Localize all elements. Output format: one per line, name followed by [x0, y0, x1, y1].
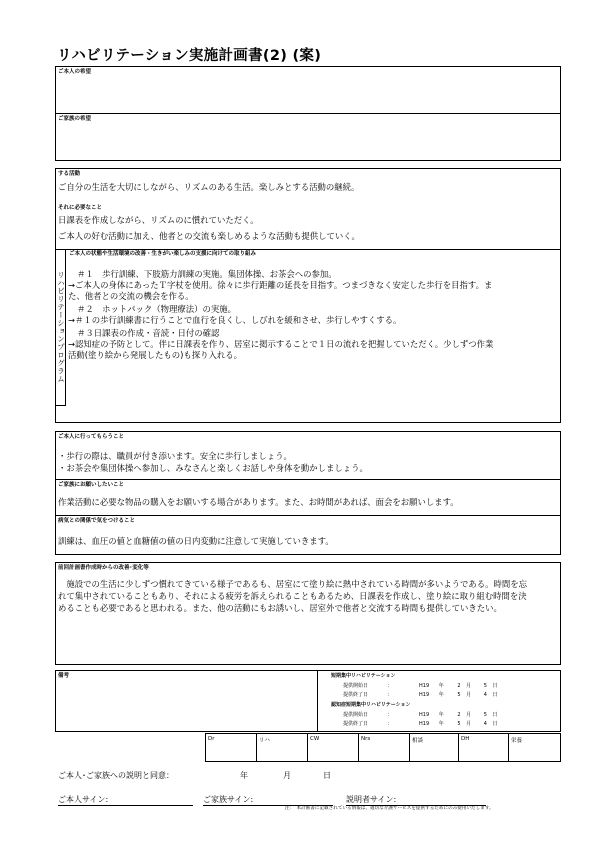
program-line: →＃１の歩行訓練書に行うことで血行を良くし、しびれを緩和させ、歩行しやすくする。: [68, 315, 402, 325]
staff-cell-dr: Dr: [206, 734, 257, 761]
program-line: →認知症の予防として。伴に日課表を作り、居室に掲示することで１日の流れを把握していただく。少しずつ作業: [68, 339, 494, 349]
schedule-colon: ：: [387, 712, 393, 718]
month-unit: 月: [466, 721, 472, 727]
family-req-text: 作業活動に必要な物品の購入をお願いする場合があります。また、お時間があれば、面会をお願いします。: [58, 497, 459, 507]
consent-day: 日: [323, 771, 331, 780]
remarks-label: 備考: [58, 673, 70, 679]
activity-need-line: 日課表を作成しながら、リズムのに慣れていただく。: [58, 215, 259, 225]
staff-cell-rehab: リハ: [257, 734, 308, 761]
staff-cell-cw: CW: [308, 734, 359, 761]
month: 5: [457, 692, 461, 698]
day: 5: [483, 683, 487, 689]
schedule-row: [343, 684, 393, 689]
schedule-row: [343, 713, 393, 718]
program-line: ＃３日課表の作成・音読・日付の確認: [77, 328, 220, 338]
self-do-line: ・歩行の際は、職員が付き添います。安全に歩行しましょう。: [58, 451, 292, 461]
signature-family-label: ご家族サイン:: [203, 795, 254, 804]
schedule-colon: ：: [387, 692, 393, 698]
staff-cell-nutrition: 栄養: [511, 738, 523, 744]
schedule-date: [419, 722, 498, 727]
day: 4: [483, 692, 487, 698]
staff-cell-dh: DH: [459, 734, 509, 761]
requests-divider: [56, 515, 560, 516]
year-unit: 年: [438, 692, 444, 698]
day: 4: [483, 721, 487, 727]
schedule-date: [419, 713, 498, 718]
footer-note: 注： 本計画書に記載されている情報は、適切な介護サービスを提供するためにのみ使用いたします。: [285, 806, 494, 811]
month: 2: [457, 712, 461, 718]
activity-need-line: ご本人の好む活動に加え、他者との交流も楽しめるような活動も提供していく。: [58, 231, 360, 241]
schedule-colon: ：: [387, 721, 393, 727]
signature-self[interactable]: [58, 795, 193, 806]
activity-program-box: [55, 168, 561, 423]
schedule-row-label: 提供終了日: [343, 692, 369, 698]
caution-text: 訓練は、血圧の値と血糖値の値の日内変動に注意して実施していきます。: [58, 536, 334, 546]
consent-year: 年: [240, 771, 248, 780]
changes-line: めることも必要であると思われる。また、他の活動にもお誘いし、居室外で他者と交流する時間も提供していきたい。: [58, 603, 502, 613]
page-title: リハビリテーション実施計画書(2) (案): [57, 48, 322, 64]
short-rehab-title: 短期集中リハビリテーション: [331, 673, 396, 679]
era: H19: [419, 692, 430, 698]
day: 5: [483, 712, 487, 718]
era: H19: [419, 721, 430, 727]
month: 2: [457, 683, 461, 689]
day-unit: 日: [492, 683, 498, 689]
schedule-row: [343, 693, 393, 698]
month: 5: [457, 721, 461, 727]
wish-self-label: ご本人の希望: [58, 69, 92, 75]
year-unit: 年: [438, 683, 444, 689]
schedule-colon: ：: [387, 683, 393, 689]
month-unit: 月: [466, 712, 472, 718]
program-side-label: リハビリテーションプログラム: [56, 271, 66, 383]
wish-family-label: ご家族の希望: [58, 116, 92, 122]
activity-label: する活動: [58, 171, 81, 177]
schedule-row: [343, 722, 393, 727]
signature-explainer-label: 説明者サイン:: [346, 795, 397, 804]
program-bottom-divider: [56, 405, 66, 406]
schedule-panel: [317, 671, 560, 731]
wish-family-box: [55, 113, 561, 161]
day-unit: 日: [492, 712, 498, 718]
consent-label: ご本人･ご家族への説明と同意：: [58, 771, 174, 780]
year-unit: 年: [438, 712, 444, 718]
signature-family[interactable]: [203, 795, 333, 806]
program-header: ご本人の状態や生活環境の改善・生きがい楽しみの支援に向けての取り組み: [69, 251, 257, 257]
family-req-label: ご家族にお願いしたいこと: [58, 482, 125, 488]
year-unit: 年: [438, 721, 444, 727]
dementia-rehab-title: 認知症短期集中リハビリテーション: [331, 702, 411, 708]
consent-month: 月: [283, 771, 291, 780]
schedule-date: [419, 684, 498, 689]
program-line: ＃１ 歩行訓練、下肢筋力訓練の実施。集団体操、お茶会への参加。: [77, 269, 337, 279]
changes-line: 施設での生活に少しずつ慣れてきている様子であるも、居室にて塗り絵に熱中されている時間が多いようである。時間を忘: [58, 579, 527, 589]
month-unit: 月: [466, 683, 472, 689]
wish-self-box: [55, 66, 561, 114]
month-unit: 月: [466, 692, 472, 698]
signature-explainer[interactable]: [346, 795, 486, 806]
changes-line: れて集中されていることもあり、それによる疲労を訴えられることもあるため、日課表を作成し、塗り絵に取り組む時間を決: [58, 591, 527, 601]
requests-box: [55, 431, 561, 555]
caution-label: 病気との関係で気をつけること: [58, 518, 136, 524]
schedule-date: [419, 693, 498, 698]
program-line: た、他者との交流の機会を作る。: [68, 291, 194, 301]
self-do-label: ご本人に行ってもらうこと: [58, 434, 125, 440]
program-line: 活動(塗り絵から発展したもの)も探り入れる。: [68, 350, 243, 360]
schedule-row-label: 提供開始日: [343, 712, 369, 718]
activity-text: ご自分の生活を大切にしながら、リズムのある生活。楽しみとする活動の継続。: [58, 182, 360, 192]
signature-self-label: ご本人サイン:: [58, 795, 109, 804]
staff-table: [205, 733, 561, 762]
day-unit: 日: [492, 721, 498, 727]
staff-cell-consult: 相談: [410, 734, 459, 761]
program-divider: [56, 249, 560, 250]
era: H19: [419, 683, 430, 689]
changes-label: 前回計画書作成時からの改善･変化等: [58, 565, 149, 571]
program-line: ＃２ ホットパック（物理療法）の実施。: [77, 304, 236, 314]
activity-need-label: それに必要なこと: [58, 205, 103, 211]
schedule-row-label: 提供終了日: [343, 721, 369, 727]
schedule-row-label: 提供開始日: [343, 683, 369, 689]
program-line: →ご本人の身体にあったＴ字杖を使用。徐々に歩行距離の延長を目指す。つまづきなく安定した歩行を目指す。ま: [68, 280, 493, 290]
staff-cell-nrs: Nrs: [359, 734, 410, 761]
requests-divider: [56, 479, 560, 480]
era: H19: [419, 712, 430, 718]
remarks-box: [55, 670, 561, 732]
day-unit: 日: [492, 692, 498, 698]
self-do-line: ・お茶会や集団体操へ参加し、みなさんと楽しくお話しや身体を動かしましょう。: [58, 463, 368, 473]
changes-box: [55, 562, 561, 665]
